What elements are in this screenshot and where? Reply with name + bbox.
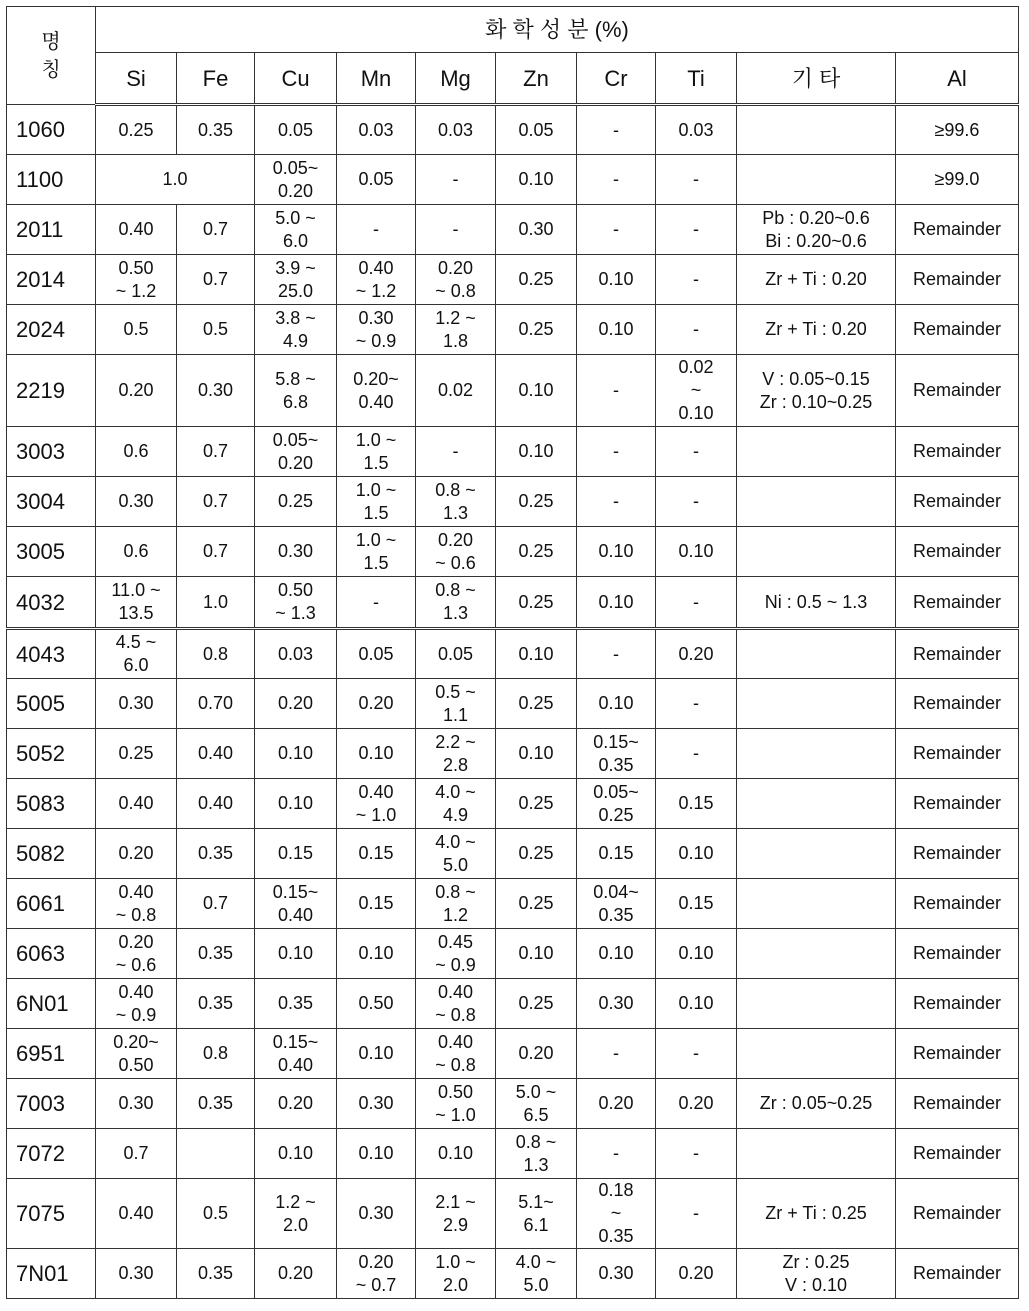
cell-al: Remainder	[896, 527, 1019, 577]
cell-cu: 0.05~ 0.20	[255, 155, 337, 205]
cell-etc: Ni : 0.5 ~ 1.3	[737, 577, 896, 629]
cell-ti: 0.15	[656, 779, 737, 829]
cell-mn: 0.15	[337, 879, 416, 929]
cell-mn: 0.30	[337, 1079, 416, 1129]
cell-cu: 0.10	[255, 729, 337, 779]
cell-cu: 5.8 ~ 6.8	[255, 355, 337, 427]
cell-si: 0.5	[96, 305, 177, 355]
cell-ti: -	[656, 305, 737, 355]
cell-al: Remainder	[896, 1129, 1019, 1179]
cell-si: 0.40	[96, 779, 177, 829]
cell-mg: 2.1 ~ 2.9	[416, 1179, 496, 1249]
cell-zn: 0.25	[496, 829, 577, 879]
table-body	[7, 105, 1019, 1299]
cell-fe: 0.8	[177, 1029, 255, 1079]
cell-ti: 0.10	[656, 527, 737, 577]
cell-etc	[737, 979, 896, 1029]
cell-cr: 0.04~ 0.35	[577, 879, 656, 929]
table-row	[7, 577, 1019, 629]
cell-al: ≥99.6	[896, 105, 1019, 155]
cell-mn: 0.03	[337, 105, 416, 155]
cell-al: Remainder	[896, 829, 1019, 879]
table-row	[7, 1029, 1019, 1079]
cell-ti: 0.10	[656, 929, 737, 979]
cell-zn: 0.25	[496, 527, 577, 577]
cell-zn: 0.10	[496, 629, 577, 679]
alloy-name-cell: 2011	[7, 205, 96, 255]
cell-fe: 0.35	[177, 1249, 255, 1299]
cell-zn: 0.25	[496, 979, 577, 1029]
cell-mg: 0.8 ~ 1.3	[416, 577, 496, 629]
cell-ti: -	[656, 729, 737, 779]
cell-al: Remainder	[896, 205, 1019, 255]
cell-fe	[177, 1129, 255, 1179]
cell-mg: 0.20 ~ 0.8	[416, 255, 496, 305]
cell-mn: 0.20	[337, 679, 416, 729]
cell-etc	[737, 629, 896, 679]
cell-si: 0.20	[96, 355, 177, 427]
cell-mn: 1.0 ~ 1.5	[337, 477, 416, 527]
cell-ti: 0.10	[656, 829, 737, 879]
cell-zn: 0.10	[496, 929, 577, 979]
cell-mg: -	[416, 427, 496, 477]
cell-zn: 5.1~ 6.1	[496, 1179, 577, 1249]
alloy-name-cell: 7003	[7, 1079, 96, 1129]
alloy-name-cell: 7072	[7, 1129, 96, 1179]
cell-etc	[737, 1029, 896, 1079]
cell-si: 0.40 ~ 0.8	[96, 879, 177, 929]
cell-mg: 0.40 ~ 0.8	[416, 979, 496, 1029]
cell-zn: 0.10	[496, 729, 577, 779]
table-row	[7, 1129, 1019, 1179]
cell-ti: -	[656, 1129, 737, 1179]
table-row	[7, 929, 1019, 979]
cell-mn: 0.40 ~ 1.0	[337, 779, 416, 829]
alloy-composition-table	[6, 6, 1019, 1299]
cell-al: Remainder	[896, 879, 1019, 929]
cell-cu: 0.10	[255, 1129, 337, 1179]
cell-fe: 0.35	[177, 929, 255, 979]
cell-zn: 4.0 ~ 5.0	[496, 1249, 577, 1299]
cell-mg: 0.20 ~ 0.6	[416, 527, 496, 577]
cell-etc: Zr : 0.25 V : 0.10	[737, 1249, 896, 1299]
alloy-name-cell: 5083	[7, 779, 96, 829]
cell-fe: 0.35	[177, 105, 255, 155]
cell-fe: 0.7	[177, 427, 255, 477]
alloy-name-cell: 6951	[7, 1029, 96, 1079]
cell-etc	[737, 427, 896, 477]
cell-cr: 0.20	[577, 1079, 656, 1129]
cell-ti: -	[656, 477, 737, 527]
cell-cr: 0.10	[577, 929, 656, 979]
col-header-si: Si	[96, 53, 177, 105]
col-header-fe: Fe	[177, 53, 255, 105]
cell-zn: 0.30	[496, 205, 577, 255]
cell-etc: Zr + Ti : 0.25	[737, 1179, 896, 1249]
cell-zn: 0.25	[496, 255, 577, 305]
table-row	[7, 829, 1019, 879]
cell-mg: 4.0 ~ 5.0	[416, 829, 496, 879]
table-row	[7, 305, 1019, 355]
cell-fe: 0.7	[177, 879, 255, 929]
cell-mn: 0.05	[337, 629, 416, 679]
cell-etc	[737, 729, 896, 779]
col-header-mg: Mg	[416, 53, 496, 105]
cell-ti: -	[656, 205, 737, 255]
cell-cr: 0.10	[577, 255, 656, 305]
cell-zn: 5.0 ~ 6.5	[496, 1079, 577, 1129]
cell-mn: -	[337, 205, 416, 255]
cell-mn: 1.0 ~ 1.5	[337, 427, 416, 477]
alloy-name-cell: 3005	[7, 527, 96, 577]
cell-ti: -	[656, 155, 737, 205]
cell-mn: 0.10	[337, 1129, 416, 1179]
alloy-name-cell: 6061	[7, 879, 96, 929]
cell-ti: -	[656, 679, 737, 729]
cell-ti: -	[656, 577, 737, 629]
cell-si: 0.30	[96, 1249, 177, 1299]
cell-etc: Zr : 0.05~0.25	[737, 1079, 896, 1129]
cell-cr: 0.10	[577, 305, 656, 355]
cell-etc	[737, 829, 896, 879]
chemical-composition-header: 화 학 성 분 (%)	[96, 7, 1019, 53]
alloy-name-cell: 7N01	[7, 1249, 96, 1299]
table-row	[7, 355, 1019, 427]
cell-mg: 0.05	[416, 629, 496, 679]
cell-cr: 0.18 ~ 0.35	[577, 1179, 656, 1249]
alloy-name-cell: 1060	[7, 105, 96, 155]
table-row	[7, 527, 1019, 577]
cell-cu: 0.15~ 0.40	[255, 1029, 337, 1079]
cell-etc	[737, 879, 896, 929]
cell-cu: 0.50 ~ 1.3	[255, 577, 337, 629]
col-header-ti: Ti	[656, 53, 737, 105]
cell-mg: 0.50 ~ 1.0	[416, 1079, 496, 1129]
cell-fe: 0.35	[177, 829, 255, 879]
cell-cu: 0.05~ 0.20	[255, 427, 337, 477]
cell-si: 11.0 ~ 13.5	[96, 577, 177, 629]
cell-cu: 1.2 ~ 2.0	[255, 1179, 337, 1249]
cell-etc	[737, 527, 896, 577]
cell-si: 0.6	[96, 427, 177, 477]
cell-cu: 0.20	[255, 679, 337, 729]
cell-ti: -	[656, 1029, 737, 1079]
alloy-name-cell: 6063	[7, 929, 96, 979]
table-row	[7, 1179, 1019, 1249]
cell-mg: 0.8 ~ 1.2	[416, 879, 496, 929]
cell-al: Remainder	[896, 355, 1019, 427]
cell-cr: -	[577, 355, 656, 427]
table-row	[7, 979, 1019, 1029]
cell-al: Remainder	[896, 929, 1019, 979]
cell-al: Remainder	[896, 1079, 1019, 1129]
cell-cr: -	[577, 205, 656, 255]
cell-si: 0.50 ~ 1.2	[96, 255, 177, 305]
table-row	[7, 679, 1019, 729]
cell-zn: 0.25	[496, 477, 577, 527]
cell-etc: V : 0.05~0.15 Zr : 0.10~0.25	[737, 355, 896, 427]
cell-cr: 0.05~ 0.25	[577, 779, 656, 829]
cell-zn: 0.25	[496, 779, 577, 829]
cell-mg: 0.10	[416, 1129, 496, 1179]
alloy-name-cell: 2024	[7, 305, 96, 355]
cell-al: Remainder	[896, 255, 1019, 305]
alloy-name-cell: 5005	[7, 679, 96, 729]
cell-si: 0.30	[96, 1079, 177, 1129]
cell-si: 4.5 ~ 6.0	[96, 629, 177, 679]
cell-mn: 0.10	[337, 1029, 416, 1079]
table-row	[7, 1249, 1019, 1299]
cell-si: 0.30	[96, 679, 177, 729]
table-row	[7, 477, 1019, 527]
cell-cu: 0.25	[255, 477, 337, 527]
alloy-name-cell: 1100	[7, 155, 96, 205]
cell-si: 0.20	[96, 829, 177, 879]
cell-si: 0.20~ 0.50	[96, 1029, 177, 1079]
cell-fe: 0.7	[177, 255, 255, 305]
cell-mn: 0.15	[337, 829, 416, 879]
cell-cr: -	[577, 427, 656, 477]
cell-etc	[737, 1129, 896, 1179]
table-row	[7, 779, 1019, 829]
cell-cu: 0.15	[255, 829, 337, 879]
cell-zn: 0.10	[496, 427, 577, 477]
cell-mn: 1.0 ~ 1.5	[337, 527, 416, 577]
table-row	[7, 155, 1019, 205]
col-header-mn: Mn	[337, 53, 416, 105]
cell-fe: 0.35	[177, 979, 255, 1029]
cell-cu: 3.9 ~ 25.0	[255, 255, 337, 305]
cell-al: Remainder	[896, 577, 1019, 629]
cell-mn: 0.20 ~ 0.7	[337, 1249, 416, 1299]
cell-fe: 0.5	[177, 305, 255, 355]
cell-mg: -	[416, 205, 496, 255]
cell-cu: 0.35	[255, 979, 337, 1029]
cell-cr: 0.10	[577, 527, 656, 577]
cell-ti: 0.03	[656, 105, 737, 155]
cell-mn: 0.30 ~ 0.9	[337, 305, 416, 355]
cell-fe: 0.70	[177, 679, 255, 729]
cell-mn: 0.10	[337, 929, 416, 979]
cell-cu: 3.8 ~ 4.9	[255, 305, 337, 355]
cell-mg: 0.8 ~ 1.3	[416, 477, 496, 527]
col-header-other: 기 타	[737, 53, 896, 105]
table-row	[7, 729, 1019, 779]
cell-zn: 0.10	[496, 355, 577, 427]
cell-mn: 0.20~ 0.40	[337, 355, 416, 427]
cell-cu: 0.03	[255, 629, 337, 679]
cell-si: 0.30	[96, 477, 177, 527]
cell-si: 0.7	[96, 1129, 177, 1179]
table-row	[7, 255, 1019, 305]
cell-fe: 0.7	[177, 205, 255, 255]
col-header-al: Al	[896, 53, 1019, 105]
cell-cu: 0.10	[255, 779, 337, 829]
cell-mg: 2.2 ~ 2.8	[416, 729, 496, 779]
cell-zn: 0.10	[496, 155, 577, 205]
col-header-cr: Cr	[577, 53, 656, 105]
alloy-name-cell: 7075	[7, 1179, 96, 1249]
cell-cr: -	[577, 105, 656, 155]
cell-al: ≥99.0	[896, 155, 1019, 205]
cell-ti: 0.15	[656, 879, 737, 929]
cell-cu: 0.20	[255, 1079, 337, 1129]
cell-etc	[737, 477, 896, 527]
cell-al: Remainder	[896, 1249, 1019, 1299]
table-row	[7, 629, 1019, 679]
cell-al: Remainder	[896, 779, 1019, 829]
cell-etc	[737, 155, 896, 205]
cell-cu: 0.20	[255, 1249, 337, 1299]
cell-mg: 0.40 ~ 0.8	[416, 1029, 496, 1079]
cell-zn: 0.20	[496, 1029, 577, 1079]
cell-si: 0.25	[96, 105, 177, 155]
cell-cu: 0.15~ 0.40	[255, 879, 337, 929]
cell-fe: 0.35	[177, 1079, 255, 1129]
cell-fe: 0.8	[177, 629, 255, 679]
cell-zn: 0.25	[496, 305, 577, 355]
cell-mg: 4.0 ~ 4.9	[416, 779, 496, 829]
cell-cu: 0.10	[255, 929, 337, 979]
cell-etc	[737, 105, 896, 155]
cell-al: Remainder	[896, 477, 1019, 527]
cell-zn: 0.05	[496, 105, 577, 155]
cell-zn: 0.8 ~ 1.3	[496, 1129, 577, 1179]
cell-etc	[737, 679, 896, 729]
cell-fe: 1.0	[177, 577, 255, 629]
table-row	[7, 105, 1019, 155]
cell-al: Remainder	[896, 1029, 1019, 1079]
cell-cr: 0.15~ 0.35	[577, 729, 656, 779]
cell-si-fe: 1.0	[96, 155, 255, 205]
cell-etc	[737, 929, 896, 979]
cell-cu: 5.0 ~ 6.0	[255, 205, 337, 255]
cell-cu: 0.30	[255, 527, 337, 577]
cell-cr: 0.10	[577, 679, 656, 729]
cell-ti: -	[656, 1179, 737, 1249]
cell-mn: 0.05	[337, 155, 416, 205]
cell-mn: -	[337, 577, 416, 629]
cell-al: Remainder	[896, 305, 1019, 355]
alloy-name-cell: 2014	[7, 255, 96, 305]
cell-fe: 0.30	[177, 355, 255, 427]
cell-al: Remainder	[896, 979, 1019, 1029]
cell-mg: 0.02	[416, 355, 496, 427]
alloy-name-cell: 4032	[7, 577, 96, 629]
cell-mg: 0.45 ~ 0.9	[416, 929, 496, 979]
cell-mg: 0.03	[416, 105, 496, 155]
cell-cr: 0.10	[577, 577, 656, 629]
cell-mg: 1.0 ~ 2.0	[416, 1249, 496, 1299]
cell-fe: 0.7	[177, 477, 255, 527]
cell-al: Remainder	[896, 427, 1019, 477]
table-row	[7, 205, 1019, 255]
alloy-name-cell: 3004	[7, 477, 96, 527]
cell-cr: -	[577, 1129, 656, 1179]
cell-al: Remainder	[896, 629, 1019, 679]
cell-si: 0.40	[96, 1179, 177, 1249]
alloy-name-cell: 5082	[7, 829, 96, 879]
cell-mn: 0.10	[337, 729, 416, 779]
cell-etc: Zr + Ti : 0.20	[737, 255, 896, 305]
col-header-zn: Zn	[496, 53, 577, 105]
cell-ti: 0.10	[656, 979, 737, 1029]
cell-ti: -	[656, 427, 737, 477]
name-column-header: 명 칭	[7, 7, 96, 105]
cell-si: 0.6	[96, 527, 177, 577]
cell-al: Remainder	[896, 1179, 1019, 1249]
col-header-cu: Cu	[255, 53, 337, 105]
alloy-name-cell: 4043	[7, 629, 96, 679]
cell-mg: 0.5 ~ 1.1	[416, 679, 496, 729]
alloy-name-cell: 5052	[7, 729, 96, 779]
alloy-name-cell: 3003	[7, 427, 96, 477]
cell-zn: 0.25	[496, 879, 577, 929]
cell-fe: 0.40	[177, 729, 255, 779]
alloy-name-cell: 2219	[7, 355, 96, 427]
cell-etc: Zr + Ti : 0.20	[737, 305, 896, 355]
cell-mn: 0.30	[337, 1179, 416, 1249]
cell-cr: -	[577, 1029, 656, 1079]
cell-ti: -	[656, 255, 737, 305]
cell-ti: 0.20	[656, 1079, 737, 1129]
cell-cr: -	[577, 155, 656, 205]
cell-si: 0.40 ~ 0.9	[96, 979, 177, 1029]
cell-ti: 0.20	[656, 1249, 737, 1299]
cell-mg: 1.2 ~ 1.8	[416, 305, 496, 355]
cell-cr: -	[577, 477, 656, 527]
table-row	[7, 427, 1019, 477]
cell-cr: 0.30	[577, 1249, 656, 1299]
cell-etc	[737, 779, 896, 829]
cell-mn: 0.40 ~ 1.2	[337, 255, 416, 305]
alloy-name-cell: 6N01	[7, 979, 96, 1029]
cell-mg: -	[416, 155, 496, 205]
cell-cr: 0.15	[577, 829, 656, 879]
cell-fe: 0.40	[177, 779, 255, 829]
cell-zn: 0.25	[496, 577, 577, 629]
cell-cr: -	[577, 629, 656, 679]
cell-cr: 0.30	[577, 979, 656, 1029]
cell-si: 0.40	[96, 205, 177, 255]
cell-zn: 0.25	[496, 679, 577, 729]
cell-etc: Pb : 0.20~0.6 Bi : 0.20~0.6	[737, 205, 896, 255]
cell-fe: 0.7	[177, 527, 255, 577]
cell-ti: 0.02 ~ 0.10	[656, 355, 737, 427]
cell-si: 0.20 ~ 0.6	[96, 929, 177, 979]
cell-si: 0.25	[96, 729, 177, 779]
table-row	[7, 879, 1019, 929]
cell-cu: 0.05	[255, 105, 337, 155]
table-row	[7, 1079, 1019, 1129]
cell-mn: 0.50	[337, 979, 416, 1029]
cell-al: Remainder	[896, 679, 1019, 729]
cell-al: Remainder	[896, 729, 1019, 779]
cell-fe: 0.5	[177, 1179, 255, 1249]
cell-ti: 0.20	[656, 629, 737, 679]
